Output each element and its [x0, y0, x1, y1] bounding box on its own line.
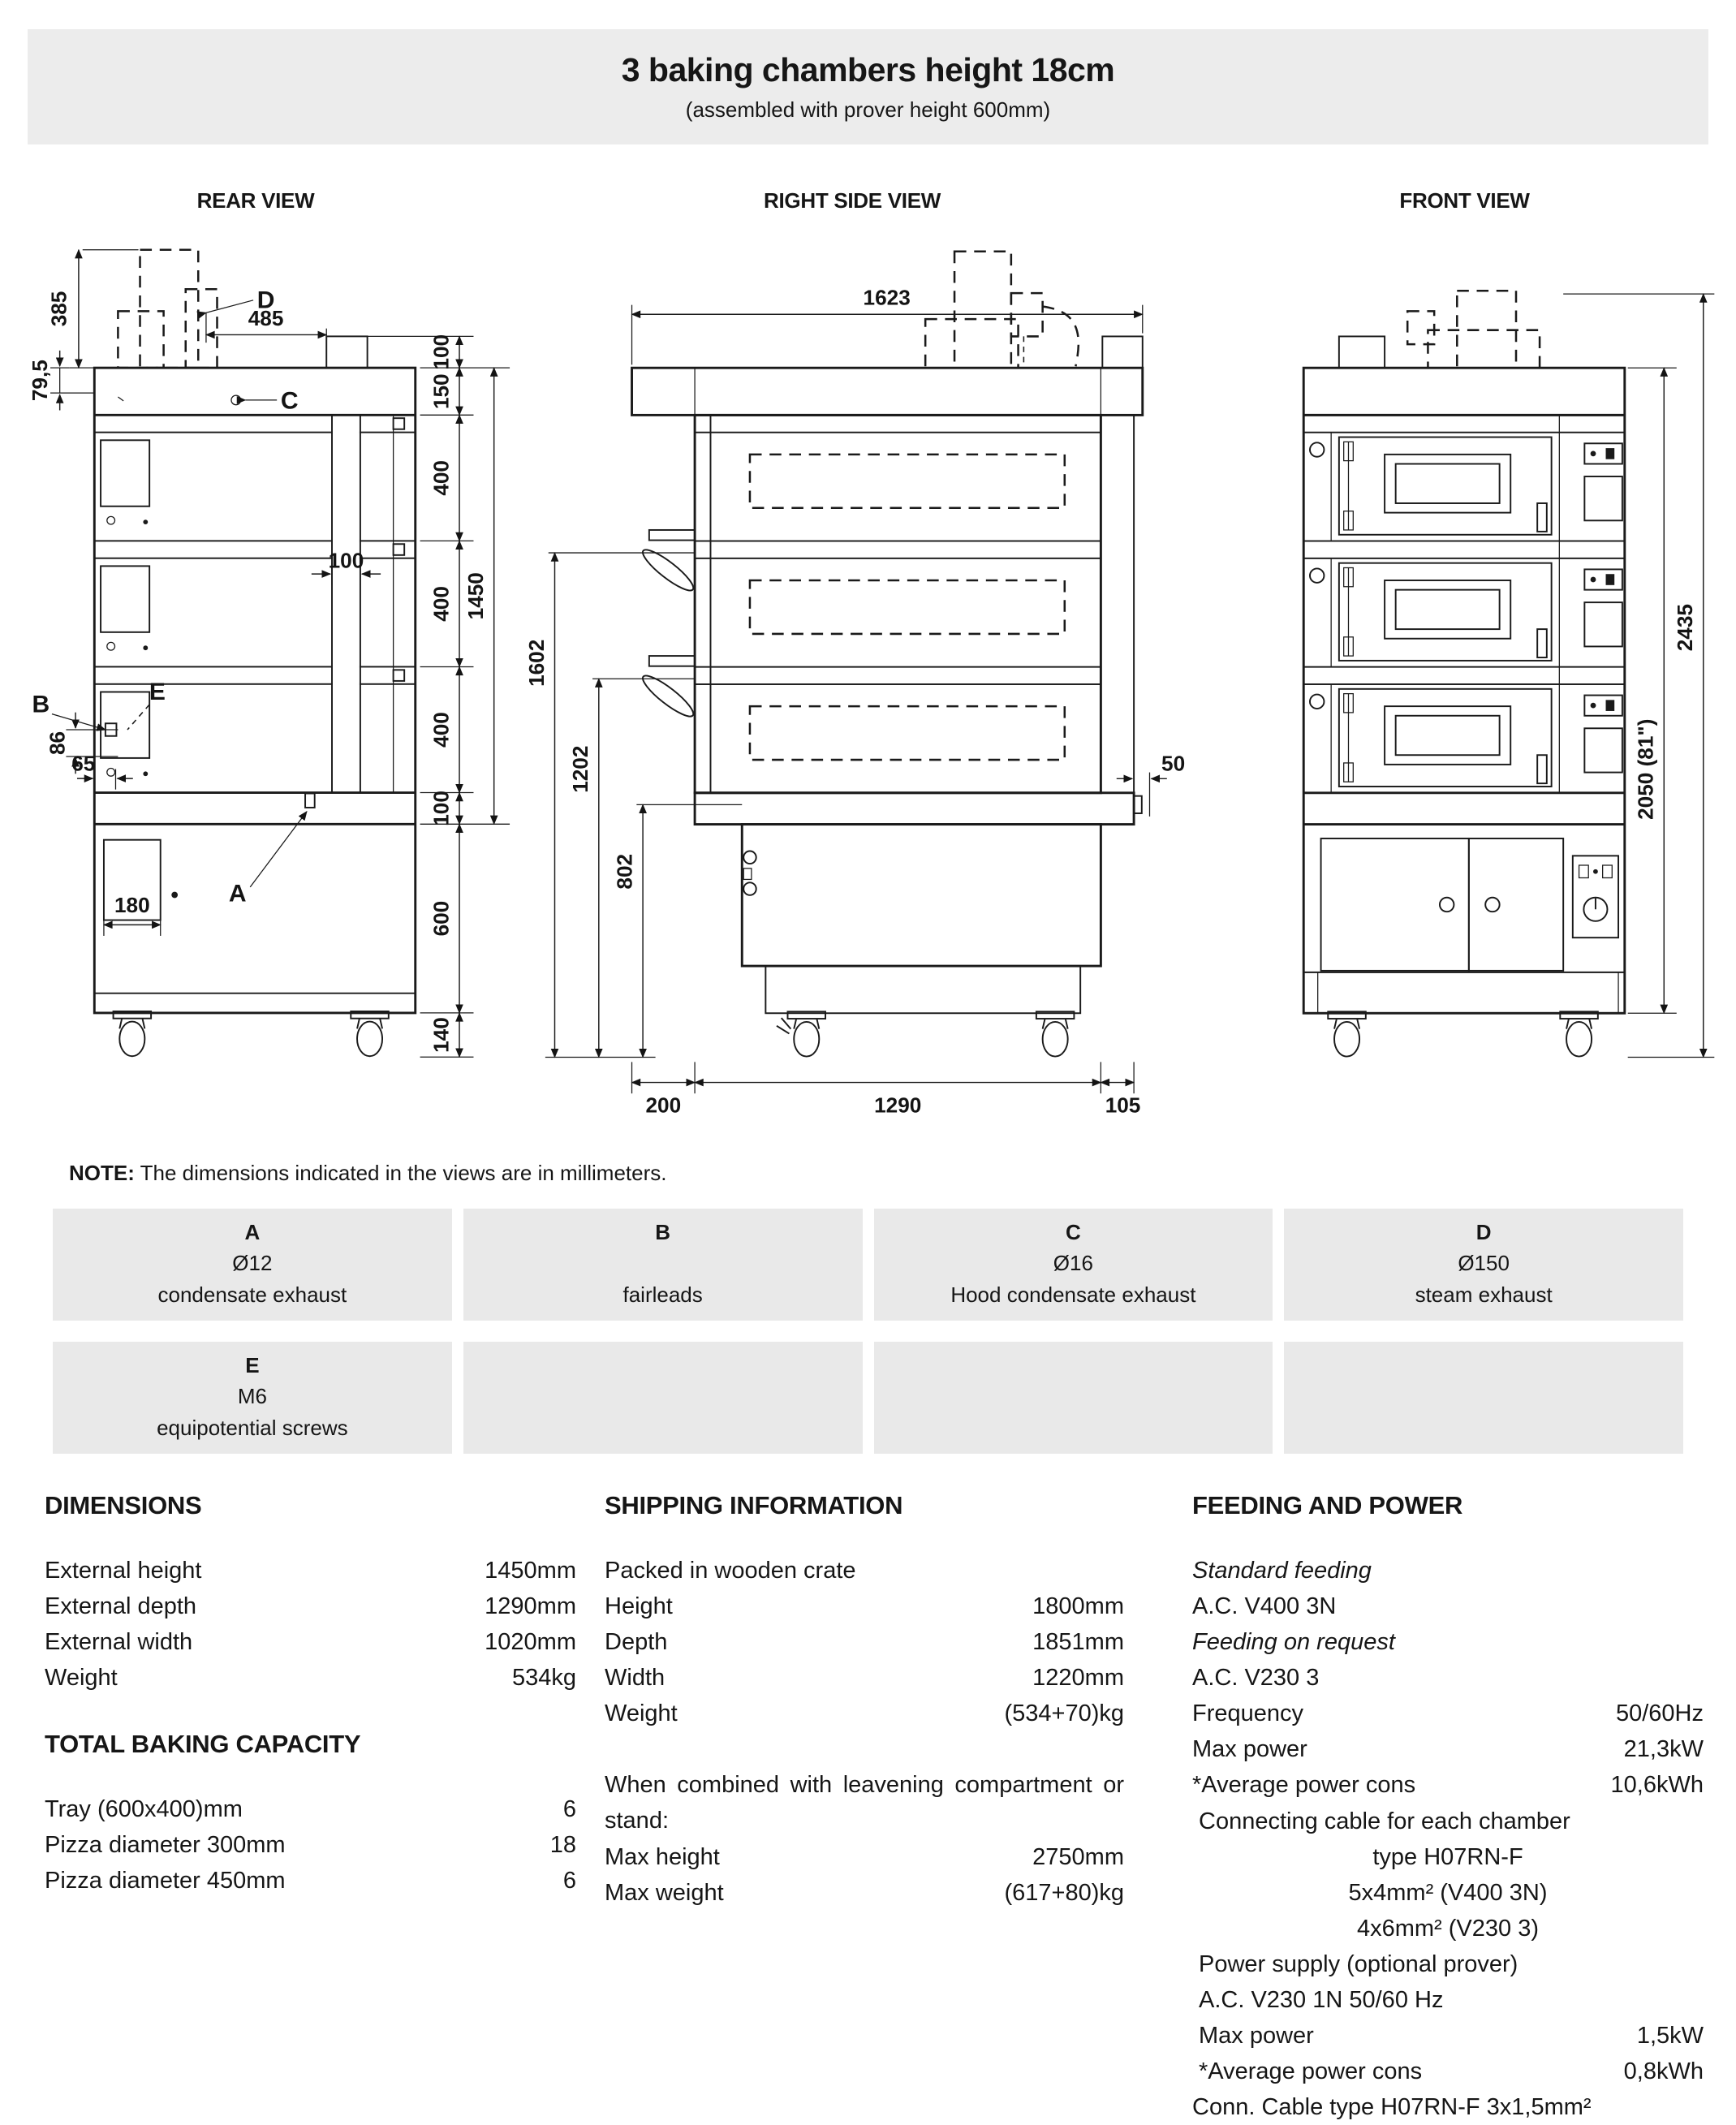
- side-view-drawing: [511, 218, 1193, 1123]
- legend-cell-empty-2: [874, 1342, 1273, 1454]
- legend-cell-c: [874, 1209, 1273, 1321]
- front-riser-block: [1339, 336, 1385, 368]
- dim-200: 200: [645, 1093, 682, 1118]
- legend-key: D: [1475, 1220, 1492, 1244]
- spec-row: [605, 1839, 1124, 1875]
- title-banner: [28, 29, 1708, 144]
- power-last-line: Conn. Cable type H07RN-F 3x1,5mm²: [1192, 2094, 1592, 2121]
- request-feeding-value: A.C. V230 3: [1192, 1665, 1320, 1692]
- callout-a: A: [228, 880, 247, 907]
- side-view-title: RIGHT SIDE VIEW: [764, 188, 941, 213]
- spec-row: [605, 1875, 1124, 1911]
- spec-value: 1020mm: [485, 1629, 576, 1656]
- rear-view-drawing: [0, 218, 511, 1123]
- callout-b: B: [32, 691, 50, 718]
- dim-485: 485: [248, 305, 284, 330]
- note-label: NOTE:: [69, 1161, 135, 1185]
- spec-row: [605, 1588, 1124, 1624]
- standard-feeding-label: Standard feeding: [1192, 1558, 1372, 1584]
- rear-chimney-dashed: [118, 250, 217, 368]
- spec-value: 21,3kW: [1623, 1736, 1704, 1763]
- rear-terminal-boxes: [101, 440, 149, 776]
- side-prover: [742, 825, 1101, 1014]
- spec-value: 2750mm: [1032, 1843, 1124, 1870]
- spec-row: [605, 1696, 1124, 1731]
- legend-desc: fairleads: [622, 1282, 703, 1307]
- spec-value: 0,8kWh: [1623, 2058, 1704, 2085]
- spec-value: 1800mm: [1032, 1593, 1124, 1620]
- spec-value: 18: [549, 1832, 576, 1859]
- spec-row: [45, 1588, 576, 1624]
- cable-line-1: Connecting cable for each chamber: [1199, 1808, 1570, 1834]
- legend-cell-e: [53, 1342, 452, 1454]
- spec-label: Weight: [45, 1665, 118, 1692]
- technical-drawings: [0, 188, 1736, 1123]
- prover-line-1: Power supply (optional prover): [1199, 1950, 1518, 1977]
- dim-79-5: 79,5: [28, 360, 53, 402]
- shipping-column: [605, 1491, 1124, 2125]
- front-chamber-row-2: [1310, 541, 1622, 667]
- spec-label: *Average power cons: [1199, 2058, 1423, 2085]
- spec-row: [45, 1791, 576, 1827]
- spec-value: (617+80)kg: [1004, 1879, 1124, 1906]
- spec-value: 6: [562, 1868, 576, 1894]
- legend-size: Ø12: [232, 1251, 273, 1276]
- legend-desc: equipotential screws: [157, 1415, 348, 1440]
- spec-value: 10,6kWh: [1610, 1772, 1704, 1799]
- spec-value: 1450mm: [485, 1558, 576, 1584]
- spec-row: [605, 1624, 1124, 1660]
- front-chamber-row-1: [1310, 415, 1622, 541]
- spec-row: [45, 1553, 576, 1588]
- spec-row: [45, 1624, 576, 1660]
- request-feeding-label: Feeding on request: [1192, 1629, 1395, 1656]
- dim-hood-150: 150: [429, 373, 454, 410]
- callout-c: C: [280, 387, 299, 415]
- dim-screw-86: 86: [45, 731, 70, 756]
- dim-panel-180: 180: [114, 892, 150, 917]
- side-oven-body: [632, 368, 1143, 824]
- spec-row: [1192, 1767, 1704, 1803]
- rear-casters: [114, 1011, 389, 1056]
- page-subtitle: (assembled with prover height 600mm): [685, 97, 1051, 122]
- dim-1290: 1290: [874, 1093, 922, 1118]
- legend-size: Ø16: [1053, 1251, 1093, 1276]
- side-dimensions: [524, 286, 1185, 1118]
- dim-chamber1-400: 400: [429, 460, 454, 496]
- spec-value: 1851mm: [1032, 1629, 1124, 1656]
- note-text: The dimensions indicated in the views are in millimeters.: [140, 1161, 667, 1185]
- cable-line-3: 5x4mm² (V400 3N): [1348, 1879, 1548, 1906]
- shipping-intro: Packed in wooden crate: [605, 1558, 856, 1584]
- spec-label: Max power: [1199, 2023, 1314, 2050]
- spec-label: Frequency: [1192, 1700, 1304, 1727]
- legend-cell-empty-3: [1284, 1342, 1683, 1454]
- dimensions-title: DIMENSIONS: [45, 1491, 202, 1519]
- spec-value: 50/60Hz: [1615, 1700, 1704, 1727]
- spec-value: 1,5kW: [1636, 2023, 1704, 2050]
- spec-label: Width: [605, 1665, 666, 1692]
- dim-total-1450: 1450: [463, 572, 489, 620]
- callout-e: E: [149, 679, 166, 706]
- legend-key: B: [655, 1220, 671, 1244]
- dim-105: 105: [1105, 1093, 1141, 1118]
- legend-desc: Hood condensate exhaust: [950, 1282, 1196, 1307]
- power-column: [1192, 1491, 1704, 2125]
- capacity-title: TOTAL BAKING CAPACITY: [45, 1730, 361, 1759]
- front-prover: [1303, 838, 1625, 1013]
- rear-callouts: [32, 287, 307, 907]
- spec-label: Weight: [605, 1700, 678, 1727]
- spec-row: [45, 1660, 576, 1696]
- rear-dimensions: [28, 250, 510, 1057]
- legend-key: C: [1065, 1220, 1081, 1244]
- side-chimney-dashed: [925, 252, 1079, 368]
- legend-cell-b: [463, 1209, 863, 1321]
- dimensions-column: [45, 1491, 576, 2125]
- spec-label: *Average power cons: [1192, 1772, 1416, 1799]
- legend-key: A: [244, 1220, 261, 1244]
- dim-1202: 1202: [568, 745, 593, 793]
- dim-1602: 1602: [523, 639, 549, 687]
- dim-riser-100: 100: [429, 334, 454, 370]
- legend-key: E: [245, 1353, 260, 1377]
- legend-desc: steam exhaust: [1415, 1282, 1553, 1307]
- legend-cell-a: [53, 1209, 452, 1321]
- spec-label: Pizza diameter 300mm: [45, 1832, 286, 1859]
- spec-value: 534kg: [511, 1665, 576, 1692]
- shipping-title: SHIPPING INFORMATION: [605, 1491, 903, 1519]
- spec-label: Max weight: [605, 1879, 724, 1906]
- front-view-drawing: [1193, 218, 1736, 1123]
- dim-chamber2-400: 400: [429, 586, 454, 622]
- rear-cable-channel: [332, 415, 404, 792]
- spec-value: 1220mm: [1032, 1665, 1124, 1692]
- legend-table: [53, 1209, 1683, 1454]
- side-door-handles: [639, 530, 698, 722]
- power-title: FEEDING AND POWER: [1192, 1491, 1463, 1519]
- front-casters: [1328, 1011, 1598, 1056]
- dim-prover-600: 600: [429, 900, 454, 937]
- spec-value: 1290mm: [485, 1593, 576, 1620]
- legend-cell-empty-1: [463, 1342, 863, 1454]
- standard-feeding-value: A.C. V400 3N: [1192, 1593, 1337, 1620]
- spec-label: External width: [45, 1629, 193, 1656]
- spec-row: [1192, 2054, 1704, 2089]
- spec-label: External depth: [45, 1593, 197, 1620]
- dim-channel-100: 100: [328, 548, 364, 573]
- spec-value: (534+70)kg: [1004, 1700, 1124, 1727]
- spec-row: [1192, 1731, 1704, 1767]
- dim-802: 802: [612, 853, 637, 890]
- spec-row: [605, 1660, 1124, 1696]
- dim-50: 50: [1161, 751, 1186, 776]
- prover-line-2: A.C. V230 1N 50/60 Hz: [1199, 1986, 1444, 2013]
- front-chimney-dashed: [1407, 291, 1540, 368]
- spec-row: [45, 1827, 576, 1863]
- rear-view-block: [0, 188, 511, 1123]
- callout-d: D: [256, 287, 275, 314]
- shipping-combined-note: When combined with leavening compartment or stand:: [605, 1772, 1124, 1834]
- spec-label: Height: [605, 1593, 673, 1620]
- dim-2435: 2435: [1673, 604, 1698, 652]
- spec-label: Depth: [605, 1629, 668, 1656]
- spec-label: Tray (600x400)mm: [45, 1796, 243, 1823]
- spec-label: External height: [45, 1558, 202, 1584]
- legend-cell-d: [1284, 1209, 1683, 1321]
- note-line: [69, 1161, 1736, 1186]
- cable-line-2: type H07RN-F: [1372, 1843, 1523, 1870]
- dim-1623: 1623: [863, 285, 911, 310]
- front-view-title: FRONT VIEW: [1399, 188, 1530, 213]
- dim-base-100: 100: [429, 791, 454, 826]
- rear-riser-block: [326, 336, 367, 368]
- spec-row: [1192, 2018, 1704, 2054]
- dim-2050: 2050 (81"): [1633, 718, 1658, 820]
- legend-size: M6: [237, 1384, 267, 1409]
- spec-row: [1192, 1696, 1704, 1731]
- side-view-block: [511, 188, 1193, 1123]
- side-riser-block: [1102, 336, 1142, 368]
- page-title: 3 baking chambers height 18cm: [621, 51, 1115, 88]
- dim-caster-140: 140: [429, 1017, 454, 1053]
- dim-385: 385: [46, 291, 71, 327]
- spec-row: [45, 1863, 576, 1899]
- front-oven-body: [1303, 368, 1625, 1013]
- dim-chamber3-400: 400: [429, 712, 454, 748]
- front-chamber-row-3: [1310, 667, 1622, 793]
- legend-size: Ø150: [1458, 1251, 1510, 1276]
- legend-size: [470, 1248, 856, 1278]
- spec-label: Max power: [1192, 1736, 1307, 1763]
- spec-label: Max height: [605, 1843, 720, 1870]
- front-view-block: [1193, 188, 1736, 1123]
- front-dimensions: [1563, 294, 1714, 1057]
- spec-label: Pizza diameter 450mm: [45, 1868, 286, 1894]
- cable-line-4: 4x6mm² (V230 3): [1356, 1915, 1539, 1942]
- dim-screw-65: 65: [71, 751, 96, 776]
- legend-desc: condensate exhaust: [157, 1282, 347, 1307]
- rear-view-title: REAR VIEW: [196, 188, 315, 213]
- spec-value: 6: [562, 1796, 576, 1823]
- spec-columns: [45, 1491, 1736, 2125]
- side-casters: [777, 1011, 1074, 1056]
